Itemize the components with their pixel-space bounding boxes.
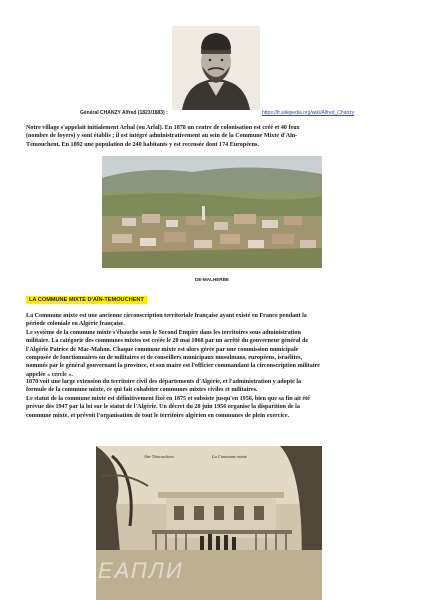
watermark-logo: ЕАПЛИ xyxy=(98,558,184,583)
body-line: formule de la commune mixte, ce qui fait cohabiter communes mixtes civiles et militaires. xyxy=(26,387,258,394)
postcard-label-place: Aïn-Témouchent xyxy=(144,454,174,459)
photo-caption: DE-MALHERBE xyxy=(195,277,229,282)
village-panorama-photo xyxy=(102,156,322,268)
body-paragraph-1 xyxy=(26,312,398,379)
body-line: nommés par le général gouvernant la province, et son maire est l'officier commandant la circonscription militaire xyxy=(26,363,320,370)
body-paragraph-2 xyxy=(26,378,398,420)
postcard-label-title: La Commune mixte xyxy=(212,454,247,459)
commune-mixte-postcard-photo xyxy=(96,446,322,600)
portrait-engraving xyxy=(172,26,260,110)
body-line: composée de fonctionnaires ou de militaires et de conseillers municipaux musulmans, européens, israélites, xyxy=(26,355,303,362)
portrait-caption xyxy=(0,108,424,118)
intro-line: (nombre de foyers) y sont établis ; il est intégré administrativement au sein de la Commune Mixte d'Aïn- xyxy=(26,133,298,140)
body-line: Le système de la commune mixte s'ébauche sous le Second Empire dans les territoires sous administration xyxy=(26,329,301,336)
intro-line: Notre village s'appelait initialement Arhal (ou Arlal). En 1878 un centre de colonisation est créé et 40 feux xyxy=(26,125,300,131)
body-line: prévue dès 1947 par la loi sur le statut de l'Algérie. Un décret du 28 juin 1956 organise la disparition de la xyxy=(26,404,300,411)
body-line: La Commune mixte est une ancienne circonscription territoriale française ayant existé en France pendant la xyxy=(26,313,307,319)
body-line: l'Algérie Patrice de Mac-Mahon. Chaque commune mixte est alors gérée par une commission municipale xyxy=(26,346,299,353)
body-line: appelée « cercle ». xyxy=(26,371,73,378)
portrait-name: Général CHANZY Alfred (1823/1883) : xyxy=(80,110,168,116)
intro-line: Témouchent. En 1892 une population de 240 habitants y est recensée dont 174 Européens. xyxy=(26,141,259,148)
body-line: 1870 voit une large extension du territoire civil des départements d'Algérie, et l'administration y adopte la xyxy=(26,379,302,385)
body-line: militaire. La catégorie des communes mixtes est créée le 20 mai 1868 par un arrêté du gouverneur général de xyxy=(26,338,309,345)
body-line: Le statut de la commune mixte est définitivement fixé en 1875 et subsiste jusqu'en 1956, bien que sa fin ait été xyxy=(26,395,310,402)
section-heading: LA COMMUNE MIXTE D'AÏN-TEMOUCHENT xyxy=(26,296,147,304)
intro-paragraph xyxy=(26,124,398,149)
body-line: commune mixte, et prévoit l'organisation de tout le territoire algérien en communes de plein exercice. xyxy=(26,412,290,419)
body-line: période coloniale en Algérie française. xyxy=(26,321,125,328)
wikipedia-link[interactable]: https://fr.wikipedia.org/wiki/Alfred_Chanzy xyxy=(262,110,355,116)
